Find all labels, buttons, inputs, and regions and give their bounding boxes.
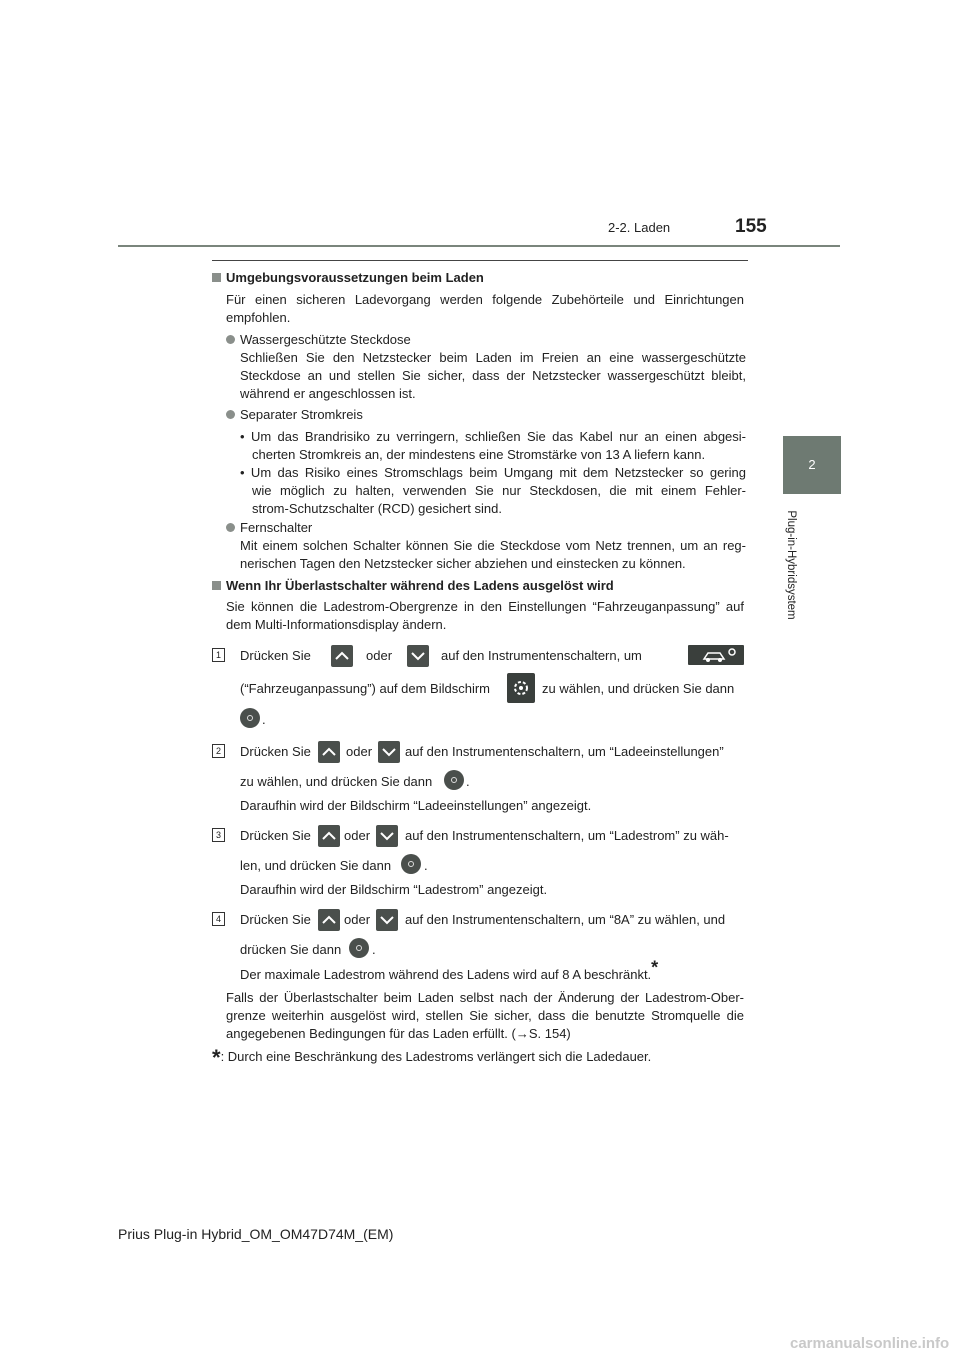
down-arrow-switch-icon xyxy=(378,741,400,763)
step-text: auf den Instrumentenschaltern, um “8A” zu wählen, und xyxy=(405,912,726,927)
bullet3-title: Fernschalter xyxy=(226,519,312,537)
section2-intro-line: dem Multi-Informationsdisplay ändern. xyxy=(226,617,447,632)
sub-bullet-line: • Um das Risiko eines Stromschlags beim Umgang mit dem Netzstecker so gering xyxy=(240,465,746,480)
round-bullet-icon xyxy=(226,335,235,344)
section2-heading: Wenn Ihr Überlastschalter während des Ladens ausgelöst wird xyxy=(212,577,614,595)
bullet1-line: Schließen Sie den Netzstecker beim Laden im Freien an eine wassergeschützte xyxy=(240,350,746,365)
step-text: (“Fahrzeuganpassung”) auf dem Bildschirm xyxy=(240,681,490,696)
footnote: *: Durch eine Beschränkung des Ladestroms verlängert sich die Ladedauer. xyxy=(212,1045,652,1070)
bullet3-line: nerischen Tagen den Netzstecker sicher abziehen und einstecken zu können. xyxy=(240,556,686,571)
sub-bullet-line: • Um das Brandrisiko zu verringern, schließen Sie das Kabel nur an einen abgesi- xyxy=(240,429,746,444)
footnote-star: * xyxy=(212,1045,221,1070)
round-bullet-icon xyxy=(226,410,235,419)
up-arrow-switch-icon xyxy=(318,741,340,763)
up-arrow-switch-icon xyxy=(318,909,340,931)
ok-button-icon xyxy=(349,938,369,958)
down-arrow-switch-icon xyxy=(376,909,398,931)
step-number: 3 xyxy=(212,828,225,842)
bullet1-line: Steckdose an und stellen Sie sicher, dass der Netzstecker wassergeschützt bleibt, xyxy=(240,368,746,383)
step-text: . xyxy=(424,858,428,873)
step-note: Daraufhin wird der Bildschirm “Ladestrom” angezeigt. xyxy=(240,882,548,897)
step-text: oder xyxy=(366,648,393,663)
closing-line: Falls der Überlastschalter beim Laden selbst nach der Änderung der Ladestrom-Ober- xyxy=(226,990,744,1005)
header-rule xyxy=(118,245,840,247)
closing-line: angegebenen Bedingungen für das Laden erfüllt. (→S. 154) xyxy=(226,1026,571,1041)
step-text: auf den Instrumentenschaltern, um “Ladeeinstellungen” xyxy=(405,744,724,759)
step-text: oder xyxy=(344,828,371,843)
section-rule xyxy=(212,260,748,261)
ok-button-icon xyxy=(240,708,260,728)
chapter-title: 2-2. Laden xyxy=(608,220,671,235)
bullet3-line: Mit einem solchen Schalter können Sie die Steckdose vom Netz trennen, um an reg- xyxy=(240,538,746,553)
square-bullet-icon xyxy=(212,581,221,590)
gear-screen-icon xyxy=(507,673,535,703)
step-note: Daraufhin wird der Bildschirm “Ladeeinstellungen” angezeigt. xyxy=(240,798,592,813)
sub-bullet-line: cherten Stromkreis an, der mindestens eine Stromstärke von 13 A liefern kann. xyxy=(252,447,706,462)
footer-doc-id: Prius Plug-in Hybrid_OM_OM47D74M_(EM) xyxy=(118,1226,394,1242)
sub-bullet-line: strom-Schutzschalter (RCD) gesichert sind. xyxy=(252,501,502,516)
step-number: 2 xyxy=(212,744,225,758)
step-text: drücken Sie dann xyxy=(240,942,342,957)
page-number: 155 xyxy=(735,216,767,237)
step-number: 1 xyxy=(212,648,225,662)
down-arrow-switch-icon xyxy=(407,645,429,667)
sub-bullet-line: wie möglich zu halten, verwenden Sie nur Steckdosen, die mit einem Fehler- xyxy=(252,483,746,498)
section1-heading: Umgebungsvoraussetzungen beim Laden xyxy=(212,269,484,287)
step-text: zu wählen, und drücken Sie dann xyxy=(542,681,735,696)
step-text: zu wählen, und drücken Sie dann xyxy=(240,774,433,789)
step-note: Der maximale Ladestrom während des Ladens wird auf 8 A beschränkt.* xyxy=(240,957,659,982)
up-arrow-switch-icon xyxy=(331,645,353,667)
step-text: Drücken Sie xyxy=(240,828,311,843)
step-text: oder xyxy=(346,744,373,759)
step-text: auf den Instrumentenschaltern, um xyxy=(441,648,642,663)
step-text: Drücken Sie xyxy=(240,912,311,927)
chapter-tab: 2 xyxy=(783,436,841,494)
step-text: Drücken Sie xyxy=(240,744,311,759)
chapter-side-label: Plug-in-Hybridsystem xyxy=(785,510,797,620)
section1-intro-line: empfohlen. xyxy=(226,310,291,325)
step-text: len, und drücken Sie dann xyxy=(240,858,392,873)
section1-intro-line: Für einen sicheren Ladevorgang werden folgende Zubehörteile und Einrichtungen xyxy=(226,292,744,307)
ok-button-icon xyxy=(401,854,421,874)
bullet1-line: während er angeschlossen ist. xyxy=(240,386,416,401)
watermark: carmanualsonline.info xyxy=(790,1335,950,1352)
bullet1-title: Wassergeschützte Steckdose xyxy=(226,331,411,349)
section2-intro-line: Sie können die Ladestrom-Obergrenze in den Einstellungen “Fahrzeuganpassung” auf xyxy=(226,599,744,614)
square-bullet-icon xyxy=(212,273,221,282)
step-text: . xyxy=(372,942,376,957)
step-text: . xyxy=(466,774,470,789)
step-text: oder xyxy=(344,912,371,927)
step-text: . xyxy=(262,712,266,727)
step-text: auf den Instrumentenschaltern, um “Ladestrom” zu wäh- xyxy=(405,828,729,843)
step-text: Drücken Sie xyxy=(240,648,311,663)
step-number: 4 xyxy=(212,912,225,926)
up-arrow-switch-icon xyxy=(318,825,340,847)
down-arrow-switch-icon xyxy=(376,825,398,847)
bullet2-title: Separater Stromkreis xyxy=(226,406,363,424)
closing-line: grenze weiterhin ausgelöst wird, stellen Sie sicher, dass die benutzte Stromquelle die xyxy=(226,1008,744,1023)
footnote-marker: * xyxy=(651,957,659,978)
round-bullet-icon xyxy=(226,523,235,532)
vehicle-settings-icon xyxy=(688,645,744,665)
ok-button-icon xyxy=(444,770,464,790)
